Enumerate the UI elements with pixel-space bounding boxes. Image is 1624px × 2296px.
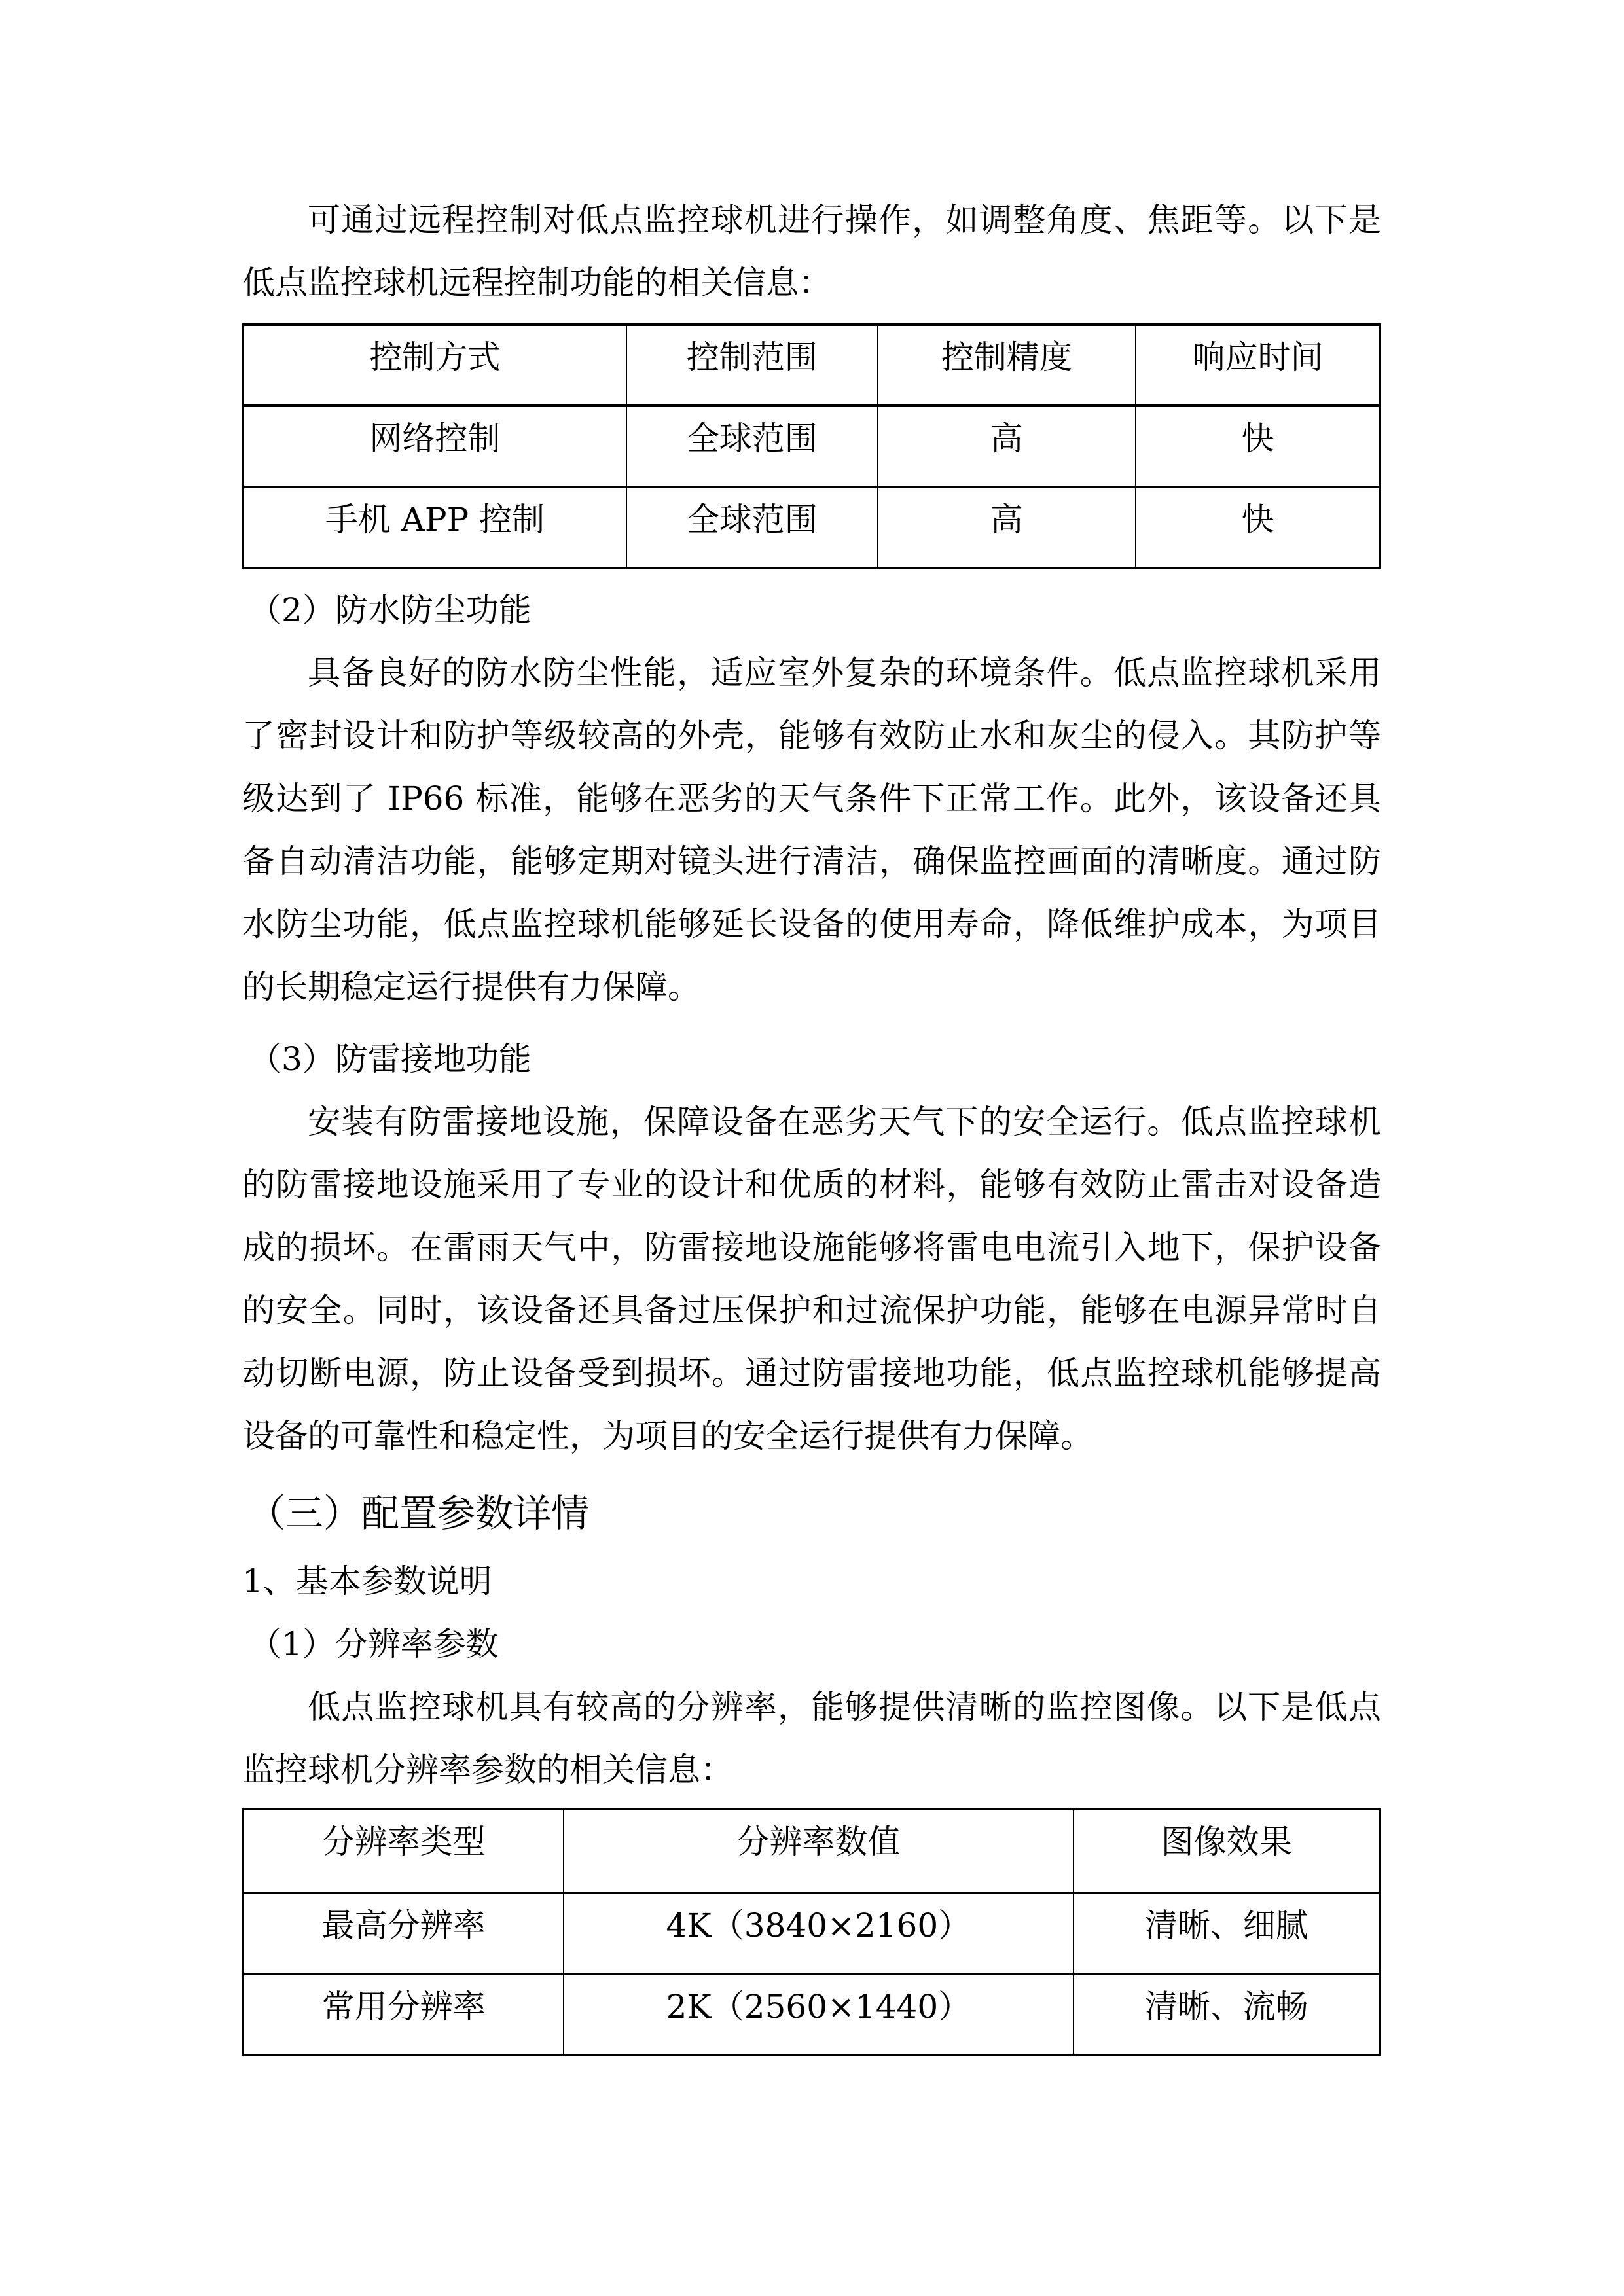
paragraph-lightning-grounding: 安装有防雷接地设施，保障设备在恶劣天气下的安全运行。低点监控球机的防雷接地设施采用了专业的设计和优质的材料，能够有效防止雷击对设备造成的损坏。在雷雨天气中，防雷接地设施能够将雷电电流引入地下，保护设备的安全。同时，该设备还具备过压保护和过流保护功能，能够在电源异常时自动切断电源，防止设备受到损坏。通过防雷接地功能，低点监控球机能够提高设备的可靠性和稳定性，为项目的安全运行提供有力保障。: [242, 1103, 1381, 1455]
remote-control-table: [242, 323, 1381, 569]
heading-waterproof-dustproof: （2）防水防尘功能: [249, 591, 532, 629]
heading-resolution-parameters: （1）分辨率参数: [249, 1625, 499, 1663]
table-cell: 清晰、流畅: [1074, 1974, 1380, 2055]
table-row: [244, 1974, 1380, 2055]
table-cell: 最高分辨率: [244, 1893, 564, 1974]
resolution-table: [242, 1808, 1381, 2056]
table-cell: 手机 APP 控制: [244, 487, 626, 568]
table-row: [244, 1893, 1380, 1974]
table-header-cell: 控制精度: [878, 325, 1136, 406]
paragraph-waterproof-dustproof: 具备良好的防水防尘性能，适应室外复杂的环境条件。低点监控球机采用了密封设计和防护等级较高的外壳，能够有效防止水和灰尘的侵入。其防护等级达到了 IP66 标准，能够在恶劣的天气条件下正常工作。此外，该设备还具备自动清洁功能，能够定期对镜头进行清洁，确保监控画面的清晰度。通过防水防尘功能，低点监控球机能够延长设备的使用寿命，降低维护成本，为项目的长期稳定运行提供有力保障。: [242, 654, 1381, 1006]
table-cell: 2K（2560×1440）: [564, 1974, 1073, 2055]
table-cell: 网络控制: [244, 406, 626, 487]
table-cell: 快: [1136, 406, 1380, 487]
table-cell: 全球范围: [626, 406, 878, 487]
table-header-cell: 分辨率数值: [564, 1809, 1073, 1893]
table-header-cell: 图像效果: [1074, 1809, 1380, 1893]
table-header-cell: 控制范围: [626, 325, 878, 406]
table-cell: 快: [1136, 487, 1380, 568]
table-cell: 全球范围: [626, 487, 878, 568]
heading-basic-parameters: 1、基本参数说明: [242, 1562, 492, 1600]
table-header-cell: 响应时间: [1136, 325, 1380, 406]
heading-lightning-grounding: （3）防雷接地功能: [249, 1040, 532, 1078]
table-cell: 高: [878, 406, 1136, 487]
table-header-row: [244, 1809, 1380, 1893]
table-header-row: [244, 325, 1380, 406]
paragraph-resolution-intro: 低点监控球机具有较高的分辨率，能够提供清晰的监控图像。以下是低点监控球机分辨率参数的相关信息：: [242, 1688, 1381, 1789]
table-header-cell: 控制方式: [244, 325, 626, 406]
table-cell: 常用分辨率: [244, 1974, 564, 2055]
heading-config-parameters: （三）配置参数详情: [247, 1491, 590, 1535]
table-row: [244, 487, 1380, 568]
paragraph-remote-control-intro: 可通过远程控制对低点监控球机进行操作，如调整角度、焦距等。以下是低点监控球机远程控制功能的相关信息：: [242, 201, 1381, 302]
table-cell: 高: [878, 487, 1136, 568]
table-cell: 4K（3840×2160）: [564, 1893, 1073, 1974]
table-row: [244, 406, 1380, 487]
table-header-cell: 分辨率类型: [244, 1809, 564, 1893]
table-cell: 清晰、细腻: [1074, 1893, 1380, 1974]
